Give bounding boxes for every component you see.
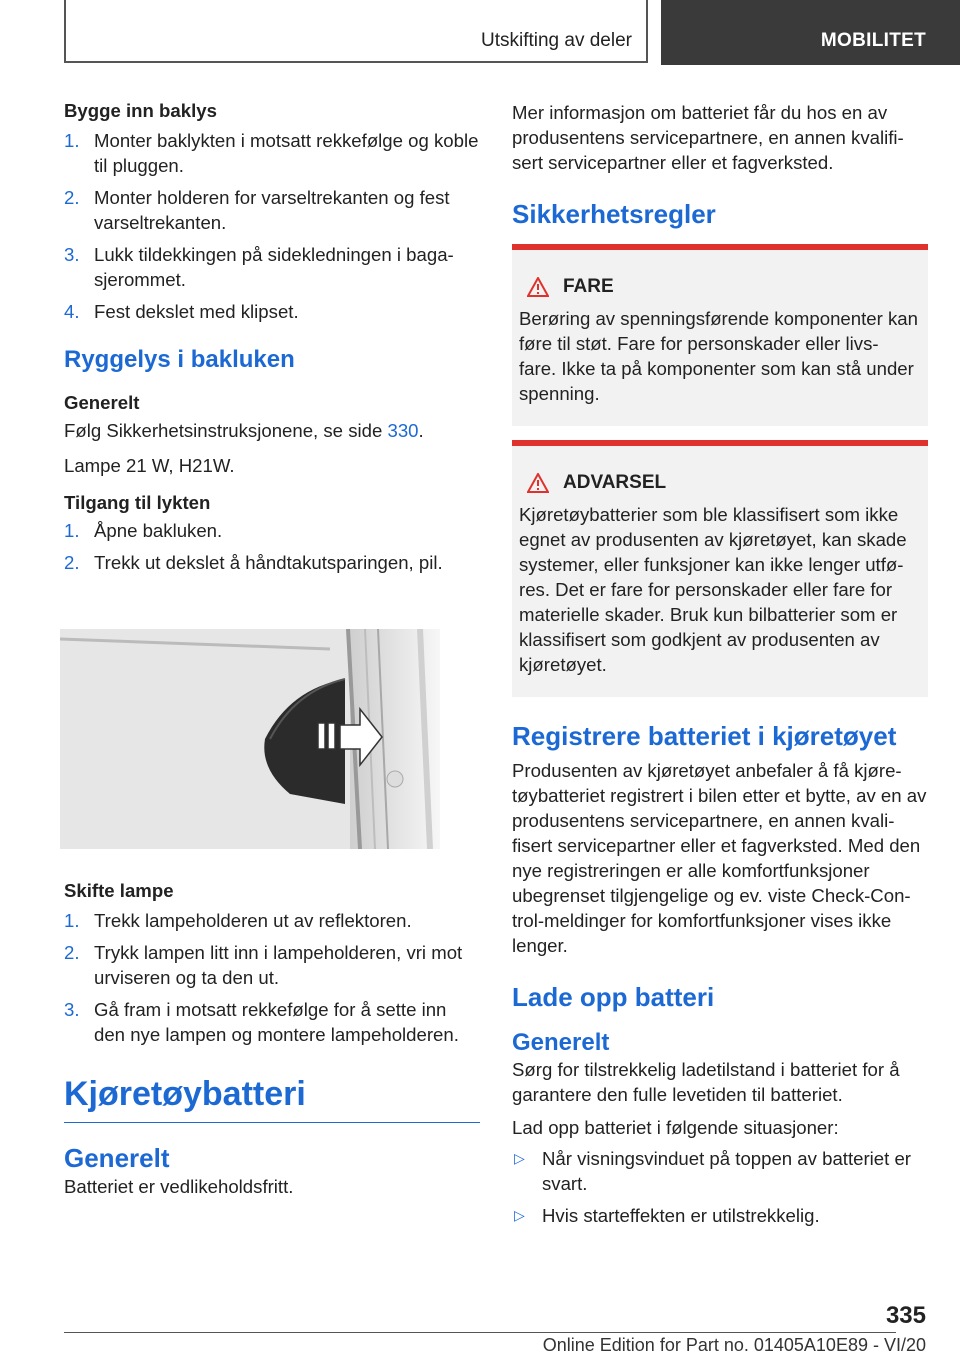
page-number: 335 — [885, 1302, 926, 1329]
battery-info-text: Mer informasjon om batteriet får du hos en av produsentens servicepartnere, en annen kvalifi- sert servicepartner eller et fagverksted. — [512, 102, 904, 173]
page-footer — [64, 1332, 926, 1355]
section-title-box — [64, 0, 648, 63]
danger-box — [512, 244, 928, 426]
list-item: 2. Trykk lampen litt inn i lampeholderen, vri mot urviseren og ta den ut. — [64, 942, 463, 988]
warning-label: ADVARSEL — [563, 472, 667, 493]
list-item: ▷ Hvis starteffekten er utilstrekkelig. — [514, 1205, 820, 1226]
left-column — [64, 100, 480, 582]
battery-title: Kjøretøybatteri — [64, 1075, 480, 1123]
safety-heading: Sikkerhetsregler — [512, 199, 716, 229]
warning-box — [512, 440, 928, 697]
install-heading: Bygge inn baklys — [64, 100, 217, 121]
left-column-lower — [64, 880, 480, 1199]
warning-triangle-icon — [527, 277, 549, 297]
register-heading: Registrere batteriet i kjøretøyet — [512, 721, 897, 751]
register-text: Produsenten av kjøretøyet anbefaler å få kjøre- tøybatteriet registrert i bilen etter et bytte, av en av produsentens servicepartnere, en annen kvali- fisert servicepartner eller et fagverksted. Med den nye registreringen er alle komfortfunksjoner ubegrenset tilgjengelige og ev. viste Check-Con- trol-meldinger for komfortfunksjoner vises ikke lenger. — [512, 760, 927, 956]
battery-general-heading: Generelt — [64, 1143, 170, 1173]
page-link[interactable]: 330 — [387, 420, 419, 441]
danger-label: FARE — [563, 276, 614, 297]
lamp-spec: Lampe 21 W, H21W. — [64, 455, 235, 476]
danger-text: Berøring av spenningsførende komponenter kan føre til støt. Fare for personskader eller livs- fare. Ikke ta på komponenter som kan stå under spenning. — [519, 308, 918, 404]
access-steps — [64, 518, 480, 575]
general-text: Følg Sikkerhetsinstruksjonene, se side 330. — [64, 420, 424, 441]
edition-text: Online Edition for Part no. 01405A10E89 - VI/20 — [542, 1335, 926, 1355]
battery-text: Batteriet er vedlikeholdsfritt. — [64, 1176, 294, 1197]
change-heading: Skifte lampe — [64, 880, 174, 901]
list-item: 2. Trekk ut dekslet å håndtakutsparingen, pil. — [64, 552, 443, 573]
page-header — [64, 0, 960, 66]
chapter-title: MOBILITET — [820, 30, 926, 51]
charge-heading: Lade opp batteri — [512, 982, 715, 1012]
right-column — [512, 100, 928, 1235]
general-heading: Generelt — [64, 392, 140, 413]
list-item: 2. Monter holderen for varseltrekanten og fest varseltrekanten. — [64, 187, 450, 233]
charge-situations: Lad opp batteriet i følgende situasjoner: — [512, 1117, 839, 1138]
list-item: 1. Åpne bakluken. — [64, 520, 223, 541]
access-heading: Tilgang til lykten — [64, 492, 211, 513]
charge-text: Sørg for tilstrekkelig ladetilstand i batteriet for å garantere den fulle levetiden til batteriet. — [512, 1059, 900, 1105]
tail-light-cover-illustration — [60, 629, 440, 849]
bullet-triangle-icon: ▷ — [514, 1207, 525, 1223]
warning-triangle-icon — [527, 473, 549, 493]
bullet-triangle-icon: ▷ — [514, 1150, 525, 1166]
section-title: Utskifting av deler — [480, 30, 632, 51]
install-steps — [64, 128, 480, 324]
charge-general-heading: Generelt — [512, 1029, 610, 1056]
list-item: 4. Fest dekslet med klipset. — [64, 301, 299, 322]
list-item: 1. Monter baklykten i motsatt rekkefølge og koble til pluggen. — [64, 130, 479, 176]
list-item: 3. Gå fram i motsatt rekkefølge for å sette inn den nye lampen og montere lampeholderen. — [64, 999, 459, 1045]
list-item: ▷ Når visningsvinduet på toppen av batteriet er svart. — [514, 1148, 911, 1194]
list-item: 1. Trekk lampeholderen ut av reflektoren. — [64, 910, 412, 931]
reverse-light-heading: Ryggelys i bakluken — [64, 346, 295, 373]
list-item: 3. Lukk tildekkingen på sidekledningen i baga- sjerommet. — [64, 244, 454, 290]
change-steps — [64, 908, 480, 1047]
warning-text: Kjøretøybatterier som ble klassifisert som ikke egnet av produsenten av kjøretøyet, kan skade systemer, eller funksjoner kan ikke lenger utfø- res. Det er fare for personskader eller fare for materielle skader. Bruk kun bilbatterier som er klassifisert som godkjent av produsenten av kjøretøyet. — [519, 504, 907, 675]
chapter-tab[interactable] — [661, 0, 960, 65]
